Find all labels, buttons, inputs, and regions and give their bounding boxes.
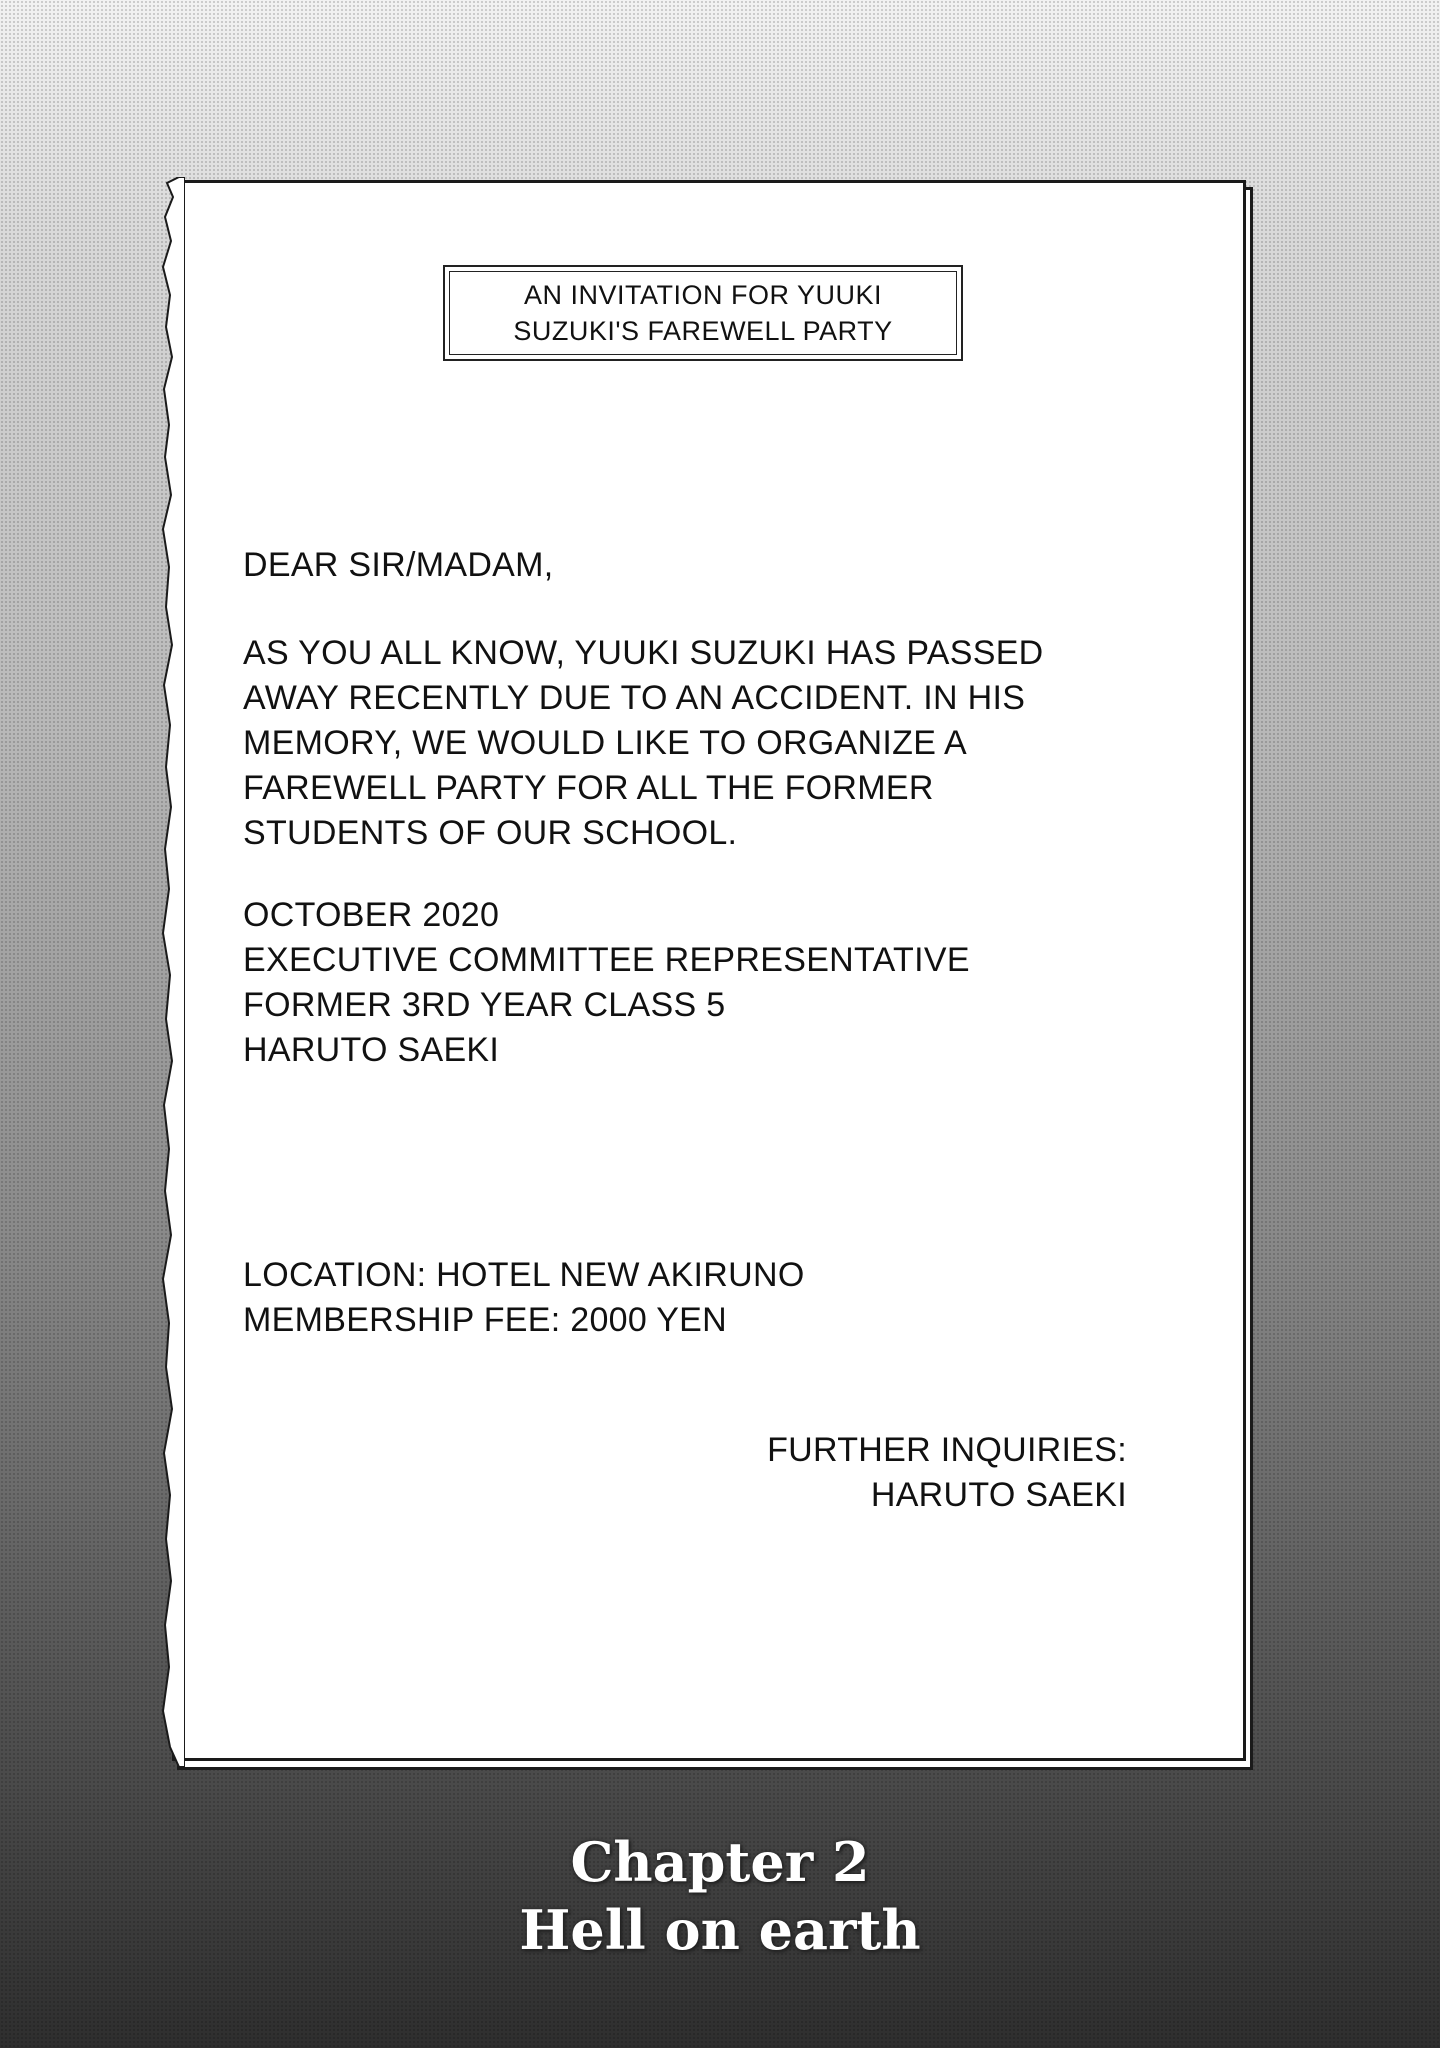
event-location: LOCATION: HOTEL NEW AKIRUNO	[243, 1256, 805, 1294]
salutation	[243, 543, 554, 588]
invitation-title-line-2: SUZUKI'S FAREWELL PARTY	[513, 316, 893, 346]
signature-name: HARUTO SAEKI	[243, 1031, 500, 1069]
body-line: STUDENTS OF OUR SCHOOL.	[243, 814, 738, 852]
body-line: MEMORY, WE WOULD LIKE TO ORGANIZE A	[243, 724, 968, 762]
inquiries-label: FURTHER INQUIRIES:	[767, 1431, 1127, 1469]
chapter-number: Chapter 2	[570, 1830, 870, 1894]
chapter-title: Hell on earth	[519, 1898, 921, 1962]
body-paragraph	[243, 631, 1044, 856]
inquiries-contact: HARUTO SAEKI	[870, 1476, 1127, 1514]
chapter-heading	[0, 1828, 1440, 1964]
invitation-title-line-1: AN INVITATION FOR YUUKI	[523, 279, 883, 310]
signature-block	[243, 893, 970, 1073]
inquiries-block	[767, 1428, 1127, 1518]
invitation-title-box	[443, 265, 963, 361]
torn-paper-edge	[157, 177, 185, 1767]
event-details	[243, 1253, 805, 1343]
body-line: AS YOU ALL KNOW, YUUKI SUZUKI HAS PASSED	[243, 634, 1044, 672]
signature-role: EXECUTIVE COMMITTEE REPRESENTATIVE	[243, 941, 970, 979]
signature-date: OCTOBER 2020	[243, 896, 500, 934]
body-line: AWAY RECENTLY DUE TO AN ACCIDENT. IN HIS	[243, 679, 1026, 717]
body-line: FAREWELL PARTY FOR ALL THE FORMER	[243, 769, 934, 807]
event-fee: MEMBERSHIP FEE: 2000 YEN	[243, 1301, 728, 1339]
salutation-text: DEAR SIR/MADAM,	[243, 546, 554, 584]
invitation-letter	[172, 180, 1246, 1761]
signature-class: FORMER 3RD YEAR CLASS 5	[243, 986, 726, 1024]
